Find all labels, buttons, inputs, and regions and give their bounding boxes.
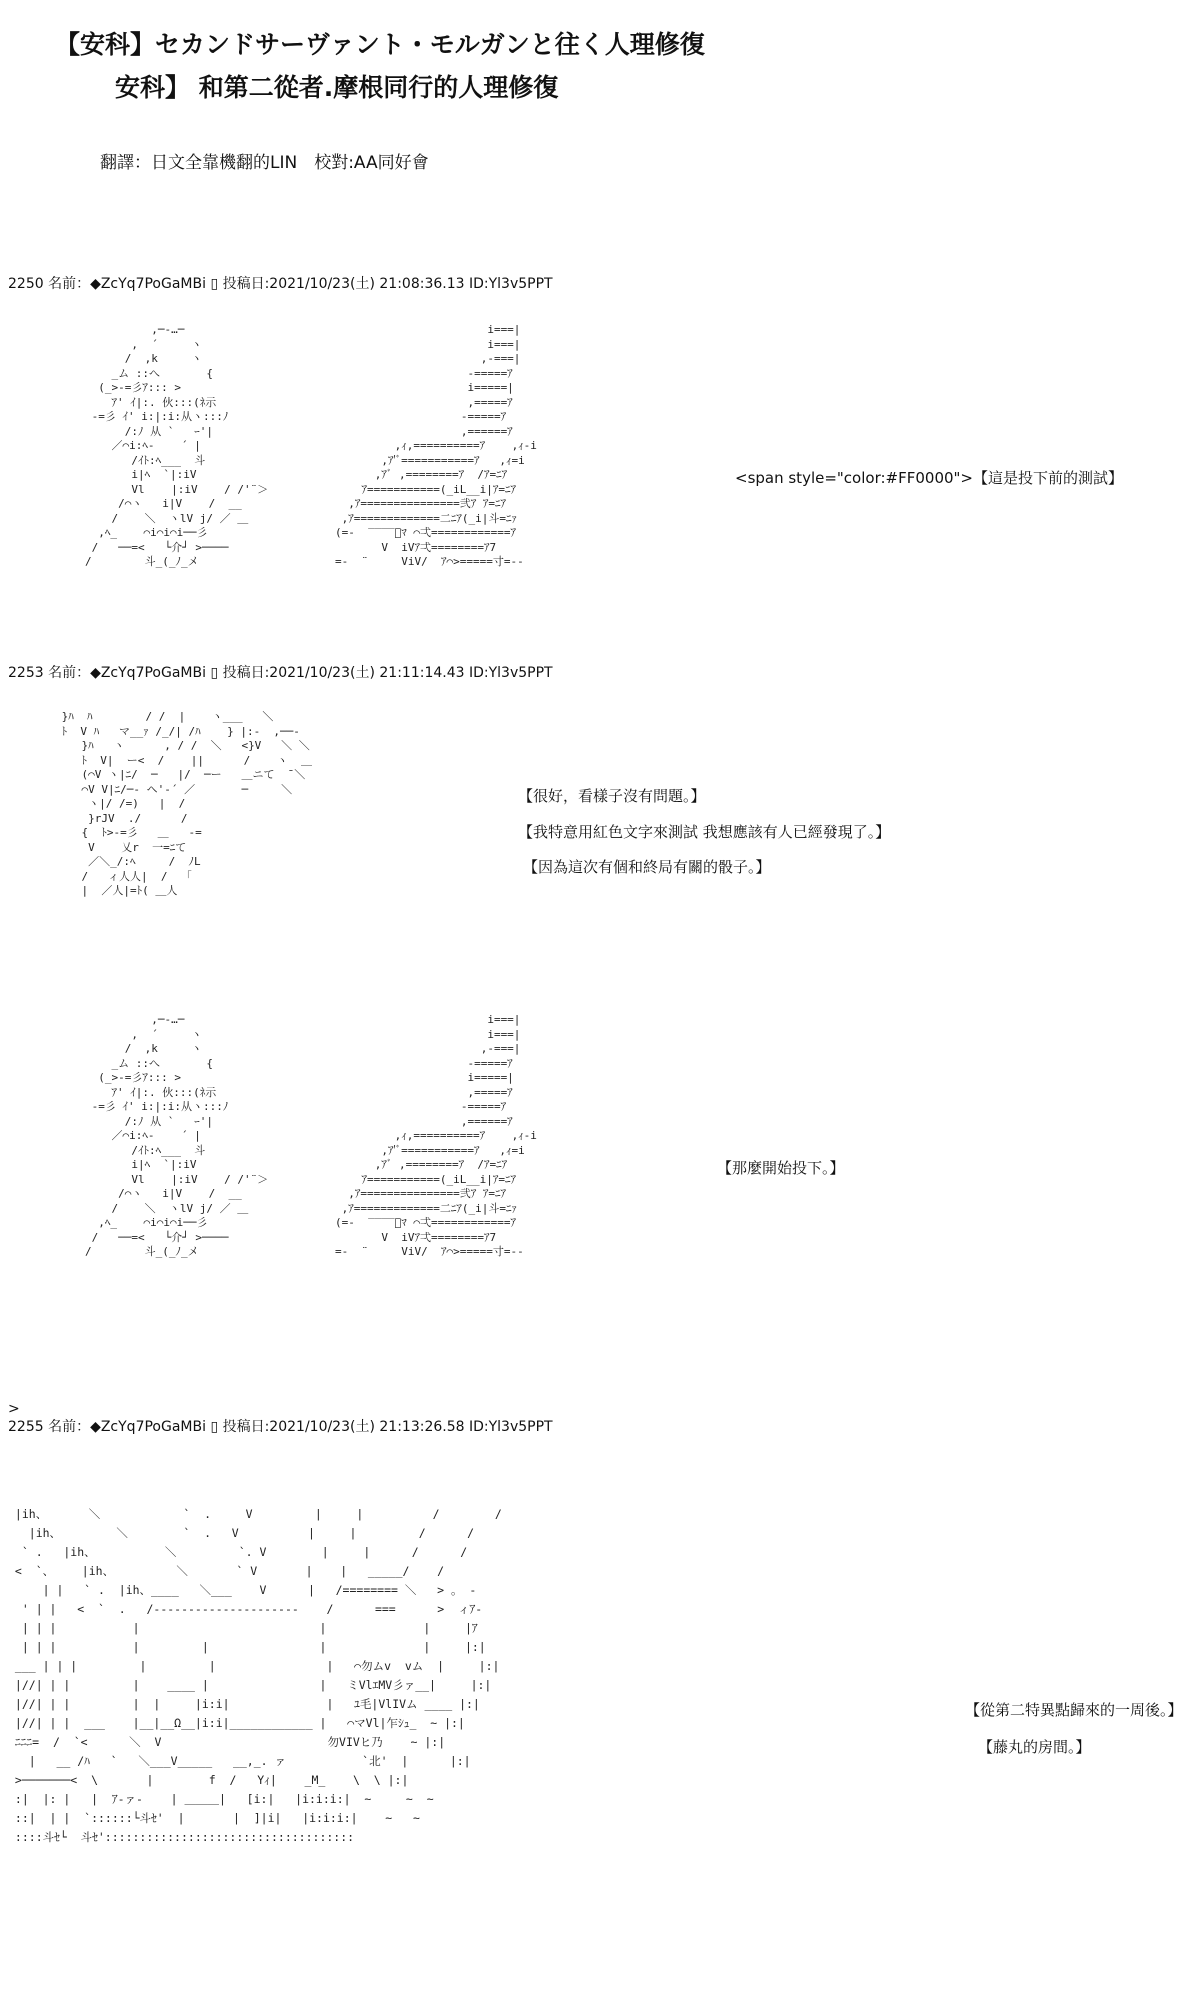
dialog-line: 【那麼開始投下。】 [717, 1159, 845, 1177]
dialog-line: <span style="color:#FF0000">【這是投下前的測試】 [735, 469, 1124, 487]
ascii-art-morgan-scene: ,─‐…─ , ´ ヽ / ,k ヽ _ム ::へ { (_>-=彡ｱ::: > ｱ' ｲ|:. 伙:::(ﾈ示 -=彡 ｲ' i:|:i:从ヽ:::ﾉ /:ﾉ 从 ` ｰ'| ／⌒i:ﾍ- ´ | /ｲﾄ:ﾍ___ 斗 i|ﾍ `|:iV Vl |:iV / /'¨＞ /⌒ヽ i|V / __ / ＼ ヽlV j/ ／ ＿ ,ﾍ_ ⌒i⌒i⌒i──彡 / ──=< └介┘ >──── / 斗_(_ﾉ_メ [85, 323, 269, 568]
dialog-line: 【很好，看樣子沒有問題。】 [518, 787, 706, 805]
title-chinese: 安科】 和第二從者.摩根同行的人理修復 [115, 73, 559, 102]
dialog-line: 【因為這次有個和終局有關的骰子。】 [523, 858, 771, 876]
dialog-line: 【我特意用紅色文字來測試 我想應該有人已經發現了。】 [518, 823, 891, 841]
translation-credits: 翻譯：日文全靠機翻的LIN 校對:AA同好會 [100, 153, 429, 173]
post-prefix-quote: > [8, 1401, 20, 1417]
ascii-art-fujimaru-room: |ih、 ＼ ` . V | | / / |ih、 ＼ ` . V | | / / ` . |ih、 ＼ `. V | | / / < `、 |ih、 ＼ ` V | | _____/ / | | ` . |ih、____ ＼___ V | /======== ＼ > 。 ‐ ' | | < ` . /--------------------- / === > ィｱ- | | | | | | |ｱ | | | | | | | |:| ___ | | | | | | ⌒勿ムv vム | |:| |//| | | | ____ | | ミVlｴMV彡ァ__| |:| |//| | | | | |i:i| | ﾕ毛|VlIVム ____ |:| |//| | | ___ |__|__Ω__|i:i|____________ | ⌒マVl|乍ｼｭ_ ~ |:| ﾆﾆﾆ= / `< ＼ V 勿VIVヒ乃 ~ |:| | __ /ﾊ ` ＼___V_____ __,_. ァ `北' | |:| >───────< \ | f / Yｨ| _M_ \ \ |:| :| |: | | ｱ‐ァ‐ | ＿＿＿| [i:| |i:i:i:| ~ ~ ~ ::| | | `::::::└斗ｾ' | | ]|i| |i:i:i:| ~ ~ ::::斗ｾ└ 斗ｾ':::::::::::::::::::::::::::::::::::: [14, 1507, 502, 1844]
dialog-line: 【從第二特異點歸來的一周後。】 [965, 1701, 1183, 1719]
ascii-art-morgan-scene-repeat: ,─‐…─ , ´ ヽ / ,k ヽ _ム ::へ { (_>-=彡ｱ::: > ｱ' ｲ|:. 伙:::(ﾈ示 -=彡 ｲ' i:|:i:从ヽ:::ﾉ /:ﾉ 从 ` ｰ'| ／⌒i:ﾍ- ´ | /ｲﾄ:ﾍ___ 斗 i|ﾍ `|:iV Vl |:iV / /'¨＞ /⌒ヽ i|V / __ / ＼ ヽlV j/ ／ ＿ ,ﾍ_ ⌒i⌒i⌒i──彡 / ──=< └介┘ >──── / 斗_(_ﾉ_メ [85, 1013, 269, 1258]
title-japanese: 【安科】セカンドサーヴァント・モルガンと往く人理修復 [55, 30, 705, 59]
ascii-art-morgan-throne: i===| i===| ,-===| -=====ｱ i=====| ,=====ｱ -=====ｱ ,======ｱ ,ｨ,==========ｱ ,ｨ-i ,ｱ'ﾞ===========ｱ ,ｨ=i ,ｱﾞ ,========ｱ /ｱ=ﾆｱ ｱ===========(_iL__i|ｱ=ﾆｱ ,ｱ===============弐ｱ ｱ=ﾆｱ ,ｱ=============二ﾆｱ(_i|斗=ﾆｧ (=- ‾‾‾‾ﾞﾏ ⌒弌============ｱ V iVｱ弌========ｱ7 =- ¨ ViV/ ｱ⌒>=====寸=-- [335, 323, 537, 568]
post-header: 2253 名前：◆ZcYq7PoGaMBi ▯ 投稿日:2021/10/23(土) 21:11:14.43 ID:Yl3v5PPT [8, 665, 553, 681]
post-header: 2250 名前：◆ZcYq7PoGaMBi ▯ 投稿日:2021/10/23(土) 21:08:36.13 ID:Yl3v5PPT [8, 276, 553, 292]
post-header: 2255 名前：◆ZcYq7PoGaMBi ▯ 投稿日:2021/10/23(土) 21:13:26.58 ID:Yl3v5PPT [8, 1419, 553, 1435]
dialog-line: 【藤丸的房間。】 [978, 1738, 1091, 1756]
ascii-art-character-scene: }ﾊ ﾊ / / | ヽ___ ＼ ﾄ V ﾊ マ__ｧ /_/| /ﾊ } |:- ,──‐ }ﾊ ヽ , / / ＼ <}V ＼ ＼ ﾄ V| ー< / || / ヽ ＿ (⌒V ヽ|ﾆ/ ─ |/ ─ー ＿ニて ̄ ＼ ⌒V V|ﾆ/─‐ ヘ'-´ ／ ─ ＼ ヽ|/ /=) | / }rJV ./ / { ﾄ>-=彡 ＿ -= V 乂r 一=ﾆて ／＼_/:ﾍ / ﾉL / ィ人人| / 「 | ／人|=ﾄ( ＿人 [61, 710, 313, 897]
ascii-art-morgan-throne-repeat: i===| i===| ,-===| -=====ｱ i=====| ,=====ｱ -=====ｱ ,======ｱ ,ｨ,==========ｱ ,ｨ-i ,ｱ'ﾞ===========ｱ ,ｨ=i ,ｱﾞ ,========ｱ /ｱ=ﾆｱ ｱ===========(_iL__i|ｱ=ﾆｱ ,ｱ===============弐ｱ ｱ=ﾆｱ ,ｱ=============二ﾆｱ(_i|斗=ﾆｧ (=- ‾‾‾‾ﾞﾏ ⌒弌============ｱ V iVｱ弌========ｱ7 =- ¨ ViV/ ｱ⌒>=====寸=-- [335, 1013, 537, 1258]
